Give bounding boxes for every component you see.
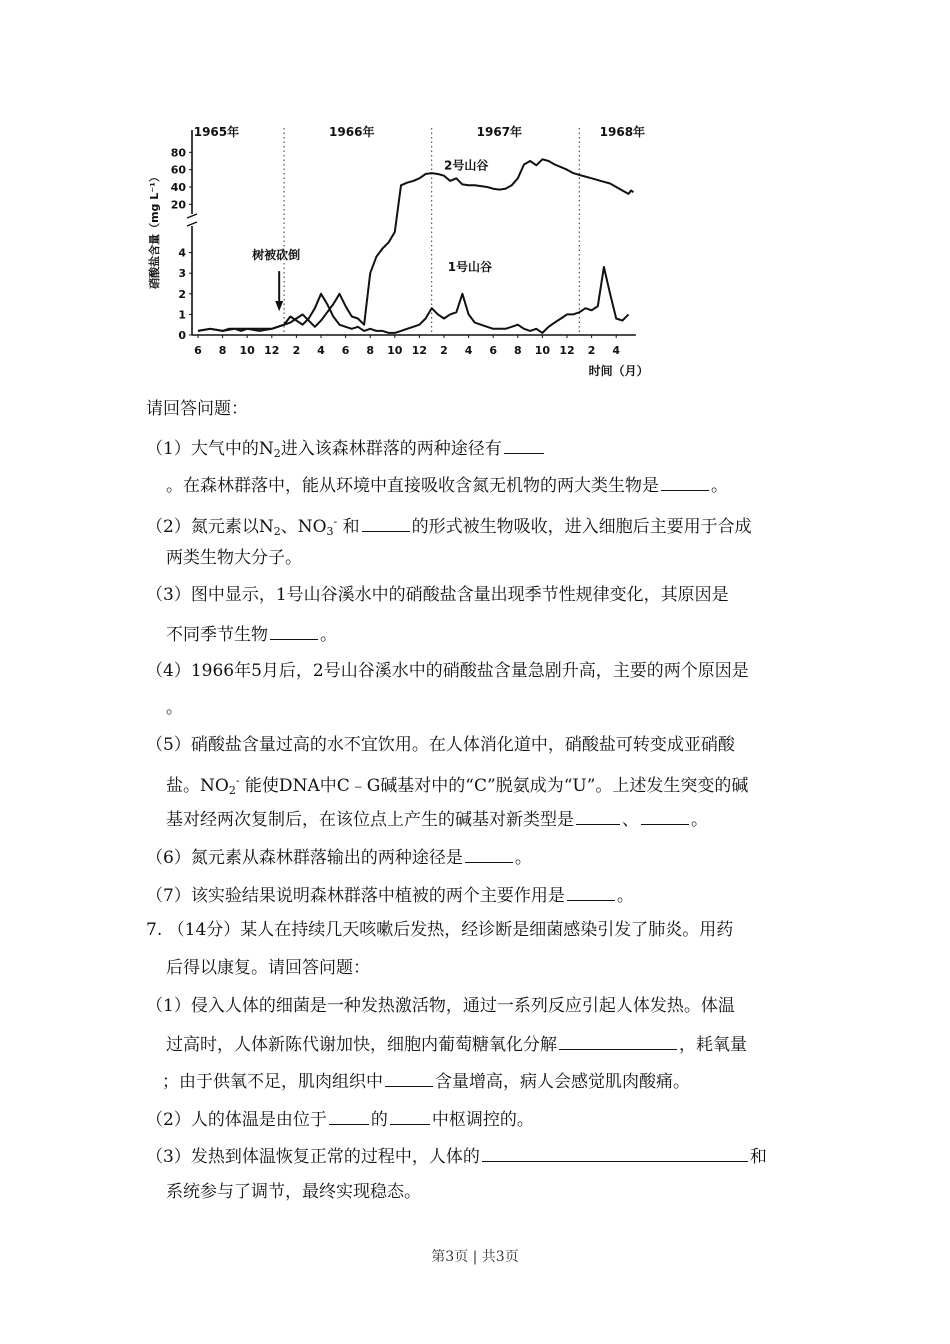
x-tick-label: 10 xyxy=(387,344,403,357)
p7q1-blank-1[interactable] xyxy=(559,1031,677,1050)
x-tick-label: 12 xyxy=(264,344,280,357)
y-tick-label: 80 xyxy=(170,146,186,160)
x-ticks xyxy=(194,335,620,357)
p7q1-line3: ；由于供氧不足，肌肉组织中 含量增高，病人会感觉肌肉酸痛。 xyxy=(162,1068,690,1094)
y-tick-label: 60 xyxy=(170,163,186,177)
p7q1-line2: 过高时，人体新陈代谢加快，细胞内葡萄糖氧化分解 ，耗氧量 xyxy=(166,1031,747,1057)
q7-blank[interactable] xyxy=(567,882,615,901)
x-tick-label: 4 xyxy=(612,344,621,357)
q3-blank[interactable] xyxy=(270,621,318,640)
x-tick-label: 2 xyxy=(292,344,301,357)
q3-line2: 不同季节生物 。 xyxy=(166,621,337,647)
x-tick-label: 6 xyxy=(194,344,202,357)
series-line-1 xyxy=(198,159,633,331)
x-tick-label: 4 xyxy=(317,344,325,357)
y-tick-label: 4 xyxy=(178,246,186,260)
axis-break-mark xyxy=(187,222,197,226)
chart-series xyxy=(198,159,633,333)
q6-line: （6）氮元素从森林群落输出的两种途径是 。 xyxy=(146,844,532,870)
intro-text: 请回答问题： xyxy=(146,399,248,419)
q2-blank[interactable] xyxy=(362,513,410,532)
q5-blank-2[interactable] xyxy=(641,806,689,825)
x-tick-label: 10 xyxy=(534,344,551,357)
q5-line1: （5）硝酸盐含量过高的水不宜饮用。在人体消化道中，硝酸盐可转变成亚硝酸 xyxy=(146,735,735,755)
annotation-trees-felled: 树被砍倒 xyxy=(252,247,301,262)
p7q2-line: （2）人的体温是由位于 的 中枢调控的。 xyxy=(146,1106,534,1132)
x-tick-label: 2 xyxy=(587,344,596,357)
y-tick-label: 3 xyxy=(178,267,186,281)
x-tick-label: 8 xyxy=(366,344,375,357)
x-tick-label: 10 xyxy=(239,344,255,357)
q3-line1: （3）图中显示，1号山谷溪水中的硝酸盐含量出现季节性规律变化，其原因是 xyxy=(146,585,729,605)
p7q2-blank-2[interactable] xyxy=(390,1106,430,1125)
x-tick-label: 6 xyxy=(341,344,350,357)
y-tick-label: 40 xyxy=(170,181,186,194)
y-axis-title: 硝酸盐含量（mg L⁻¹） xyxy=(148,171,161,289)
year-label: 1968年 xyxy=(599,125,646,139)
year-label: 1966年 xyxy=(329,125,375,139)
year-label: 1965年 xyxy=(193,125,240,139)
q2-line1: （2）氮元素以$N_2$、$NO_3^-$ 和 的形式被生物吸收，进入细胞后主要用于合成 xyxy=(146,515,752,538)
p7q3-line2: 系统参与了调节，最终实现稳态。 xyxy=(166,1182,421,1202)
x-axis-title: 时间（月） xyxy=(588,364,649,378)
year-dividers xyxy=(284,128,579,335)
q7-line: （7）该实验结果说明森林群落中植被的两个主要作用是 。 xyxy=(146,882,634,908)
x-tick-label: 12 xyxy=(559,344,575,357)
x-tick-label: 4 xyxy=(464,344,473,357)
y-tick-label: 2 xyxy=(178,287,186,301)
series-line-2 xyxy=(198,267,629,333)
p7q1-blank-2[interactable] xyxy=(385,1068,433,1087)
p7-line2: 后得以康复。请回答问题： xyxy=(166,958,370,978)
x-tick-label: 6 xyxy=(489,344,498,357)
q5-line3: 基对经两次复制后，在该位点上产生的碱基对新类型是 、 。 xyxy=(166,806,708,832)
year-labels xyxy=(194,124,645,139)
axis-break-mark xyxy=(187,214,197,218)
q5-blank-1[interactable] xyxy=(576,806,620,825)
q1-blank-2[interactable] xyxy=(661,472,709,491)
year-label: 1967年 xyxy=(476,125,523,139)
x-tick-label: 8 xyxy=(218,344,227,357)
y-tick-label: 0 xyxy=(178,329,186,342)
q6-blank[interactable] xyxy=(465,844,513,863)
q1-line2: 。在森林群落中，能从环境中直接吸收含氮无机物的两大类生物是 。 xyxy=(166,472,728,498)
page-footer: 第3页 | 共3页 xyxy=(431,1249,519,1265)
q4-line2: 。 xyxy=(166,698,183,718)
chart-axes xyxy=(187,130,636,335)
q5-line2: 盐。$NO_2^-$ 能使DNA中C﹣G碱基对中的“C”脱氨成为“U”。上述发生突变的碱 xyxy=(166,774,749,797)
p7-line1: 7. （14分）某人在持续几天咳嗽后发热，经诊断是细菌感染引发了肺炎。用药 xyxy=(146,920,734,940)
q1-line1: （1）大气中的$N_2$进入该森林群落的两种途径有 xyxy=(146,435,546,466)
nitrate-chart xyxy=(140,110,660,385)
p7q2-blank-1[interactable] xyxy=(329,1106,369,1125)
x-tick-label: 8 xyxy=(513,344,522,357)
x-tick-label: 2 xyxy=(440,344,448,357)
p7q3-blank[interactable] xyxy=(482,1143,748,1162)
series-label-valley-2: 2号山谷 xyxy=(444,158,489,173)
series-label-valley-1: 1号山谷 xyxy=(447,260,493,275)
q2-line2: 两类生物大分子。 xyxy=(166,548,302,568)
q1-blank-1[interactable] xyxy=(504,435,544,454)
y-ticks xyxy=(171,146,192,342)
x-tick-label: 12 xyxy=(411,344,428,357)
annotation-arrow-head xyxy=(275,301,283,311)
y-tick-label: 20 xyxy=(170,198,186,212)
y-tick-label: 1 xyxy=(178,308,186,322)
p7q3-line1: （3）发热到体温恢复正常的过程中，人体的 和 xyxy=(146,1143,767,1169)
p7q1-line1: （1）侵入人体的细菌是一种发热激活物，通过一系列反应引起人体发热。体温 xyxy=(146,996,735,1016)
q4-line1: （4）1966年5月后，2号山谷溪水中的硝酸盐含量急剧升高，主要的两个原因是 xyxy=(146,661,749,681)
